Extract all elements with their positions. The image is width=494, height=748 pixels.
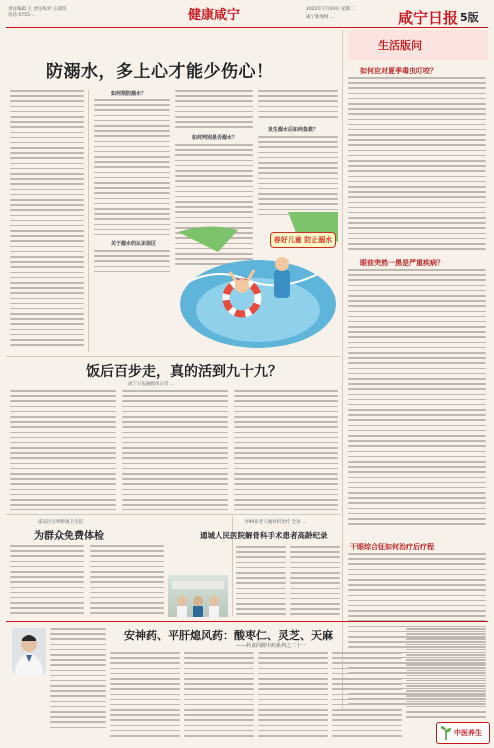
subhead-aid: 发生溺水后如何急救？: [268, 127, 319, 133]
clinic-photo: [168, 575, 228, 617]
feature-col-1: [10, 390, 116, 510]
bottom-band-subtitle: ——药食同源中药系列之二十一: [236, 643, 307, 649]
main-col-4: [258, 90, 338, 124]
bottom-band-col-5: [406, 628, 486, 722]
feature-col-3: [234, 390, 338, 510]
right-q3-title: 干眼综合征如何治疗后疗程: [350, 543, 434, 551]
sidebar-banner-title: 生活版问: [378, 39, 422, 52]
section-tag: 健康咸宁: [188, 8, 241, 23]
subhead-judge: 如何判别是否溺水？: [192, 135, 238, 141]
main-col-4b: [258, 136, 338, 220]
bottom-mid-col-a: [236, 546, 286, 616]
right-q1-title: 如何应对夏季毒虫叮咬？: [360, 67, 437, 75]
main-col-1: [10, 90, 84, 350]
header-meta: [8, 6, 128, 18]
header-hotline: 咸宁新闻网 ...: [306, 15, 335, 20]
right-q2-title: 眼前突然一黑是严重疾病？: [360, 259, 444, 267]
bottom-left-col-a: [10, 545, 84, 617]
feature-title: 饭后百步走，真的活到九十九？: [86, 364, 282, 380]
bottom-left-title: 为群众免费体检: [34, 531, 104, 542]
subhead-myths: 关于溺水的认识误区: [111, 241, 157, 247]
bottom-mid-kicker: 为99岁老人做骨折治疗 全县 ...: [244, 520, 307, 525]
doctor-photo: [12, 628, 46, 674]
bottom-band-rule: [6, 621, 488, 622]
feature-byline: 咸宁日报融媒体记者 ...: [128, 382, 175, 387]
main-title: 防溺水，多上心才能少伤心！: [46, 62, 274, 82]
bottom-band-title: 安神药、平肝熄风药：酸枣仁、灵芝、天麻: [124, 629, 333, 642]
herb-logo-text: 中医养生: [454, 729, 482, 737]
right-q2-body: [348, 269, 486, 539]
feature-col-2: [122, 390, 228, 510]
main-col-3: [175, 90, 253, 132]
subhead-prevent: 如何预防溺水？: [111, 91, 147, 97]
paper-name: 咸宁日报: [398, 9, 459, 27]
page-number: 5版: [460, 11, 479, 24]
bottom-mid-col-b: [290, 546, 340, 616]
header-rule: [6, 27, 488, 28]
bottom-band-col-1: [110, 652, 180, 742]
herb-logo: [436, 722, 490, 744]
bottom-left-kicker: 咸安区官埠桥镇卫生院: [38, 520, 83, 525]
bottom-band-col-3: [258, 652, 328, 742]
main-col-2b: [94, 250, 170, 278]
drowning-illustration: [178, 212, 338, 352]
right-q1-body: [348, 77, 486, 253]
illustration-caption: 春好儿童 防止溺水: [270, 232, 336, 248]
main-col-2: [94, 99, 170, 237]
sidebar-banner: [348, 30, 488, 60]
header-meta-line2: 电话 0755-...: [8, 13, 36, 18]
bottom-band-col-4: [332, 652, 402, 742]
bottom-mid-title: 通城人民医院解骨科手术患者高龄纪录: [200, 531, 328, 540]
bottom-left-col-b: [90, 545, 164, 617]
bottom-band-col-2: [184, 652, 254, 742]
bottom-band-intro: [50, 628, 106, 738]
header-meta-line1: 责任编辑 王 责任校对 王淑琪: [8, 7, 67, 12]
header-date: 2022年7月19日 星期二: [306, 7, 355, 12]
